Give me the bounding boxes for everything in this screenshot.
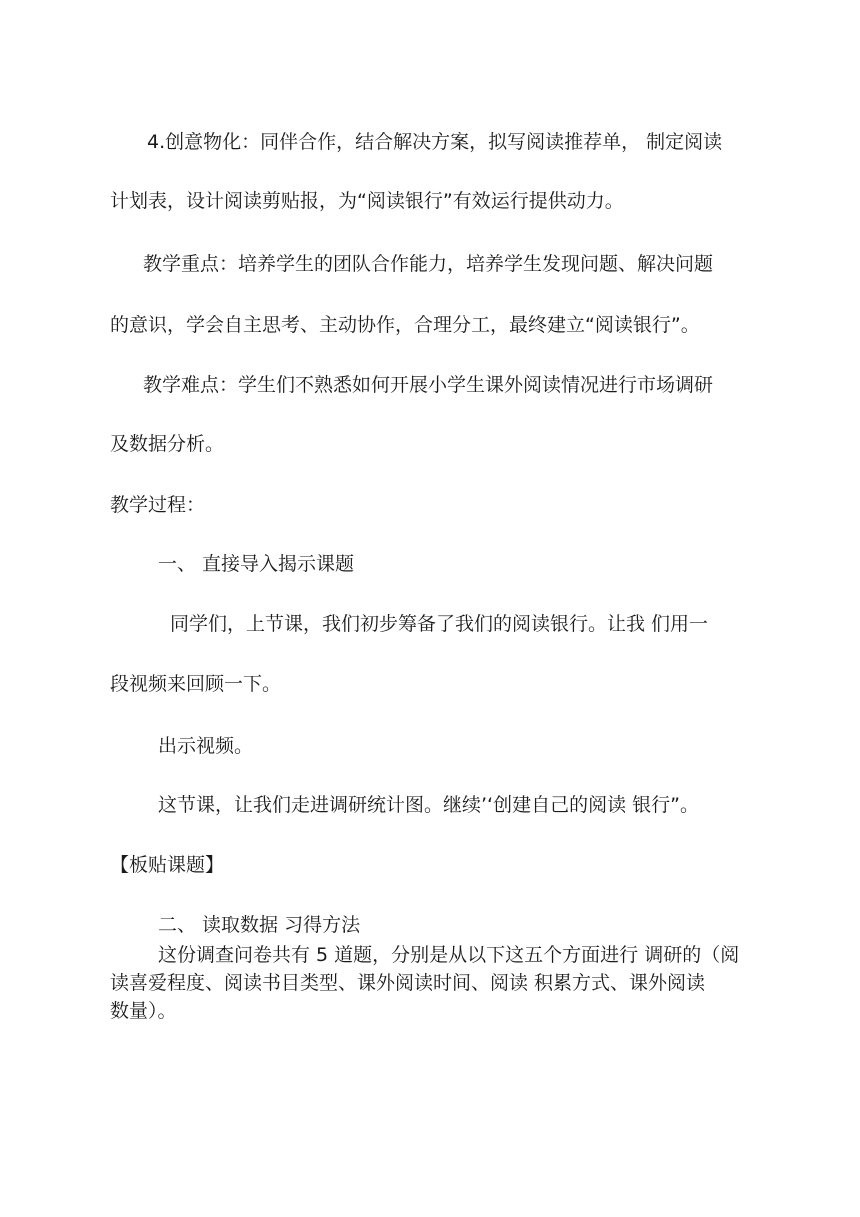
teaching-focus-line-2: 的意识，学会自主思考、主动协作，合理分工，最终建立“阅读银行”。 <box>110 314 700 336</box>
show-video-line: 出示视频。 <box>158 735 254 757</box>
section-one-paragraph-line-1: 同学们，上节课，我们初步筹备了我们的阅读银行。让我 们用一 <box>170 613 709 635</box>
teaching-focus-line-1: 教学重点：培养学生的团队合作能力，培养学生发现问题、解决问题 <box>143 253 714 275</box>
section-two-heading: 二、 读取数据 习得方法 <box>158 914 361 936</box>
questionnaire-paragraph-line-1: 这份调查问卷共有 5 道题，分别是从以下这五个方面进行 调研的（阅 <box>158 944 740 966</box>
paragraph-creative-materialization-line-1: 4.创意物化：同伴合作，结合解决方案，拟写阅读推荐单， 制定阅读 <box>147 131 723 153</box>
teaching-difficulty-line-2: 及数据分析。 <box>110 433 225 455</box>
questionnaire-paragraph-line-3: 数量）。 <box>110 1000 177 1022</box>
questionnaire-paragraph-line-2: 读喜爱程度、阅读书目类型、课外阅读时间、阅读 积累方式、课外阅读 <box>110 972 706 994</box>
section-one-heading: 一、 直接导入揭示课题 <box>158 553 355 575</box>
teaching-difficulty-line-1: 教学难点：学生们不熟悉如何开展小学生课外阅读情况进行市场调研 <box>143 374 714 396</box>
paragraph-creative-materialization-line-2: 计划表，设计阅读剪贴报，为“阅读银行”有效运行提供动力。 <box>110 190 624 212</box>
lesson-intro-line: 这节课，让我们走进调研统计图。继续’‘创建自己的阅读 银行”。 <box>158 794 699 816</box>
section-one-paragraph-line-2: 段视频来回顾一下。 <box>110 673 282 695</box>
teaching-process-heading: 教学过程： <box>110 494 206 516</box>
board-topic-line: 【板贴课题】 <box>110 854 225 876</box>
